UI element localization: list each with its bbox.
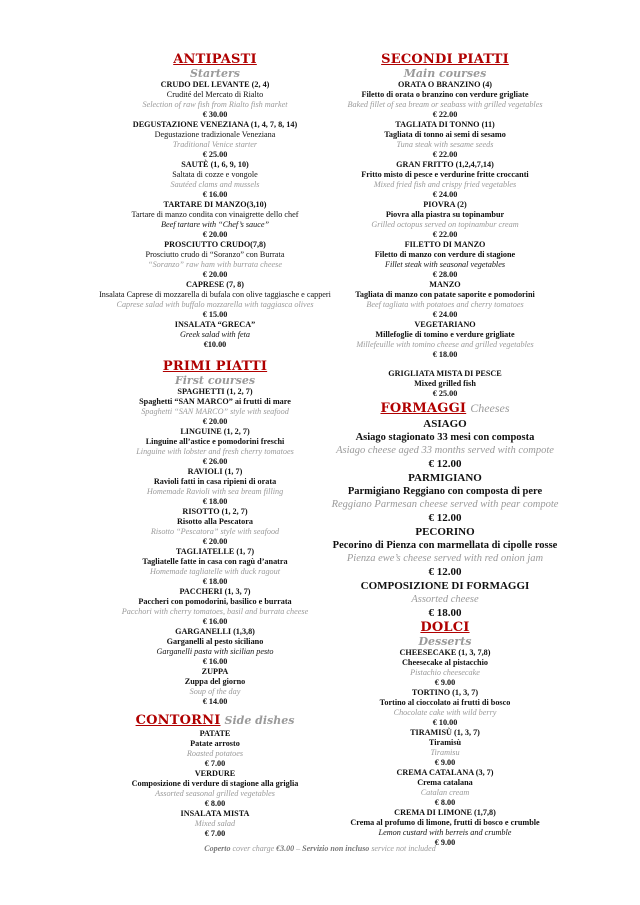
dolci-item-name: CHEESECAKE (1, 3, 7,8) (399, 648, 491, 657)
dolci-item-en: Pistachio cheesecake (410, 668, 480, 677)
secondi-item-name: VEGETARIANO (414, 320, 476, 329)
antipasti-list (80, 80, 350, 350)
antipasti-item-price: €10.00 (203, 340, 227, 349)
antipasti-item-en: “Soranzo” raw ham with burrata cheese (148, 260, 282, 269)
primi-title: PRIMI PIATTI (162, 359, 268, 374)
formaggi-item-price: € 12.00 (428, 512, 462, 524)
formaggi-item-name: PECORINO (415, 526, 475, 538)
dolci-item-en: Lemon custard with berreis and crumble (378, 828, 512, 837)
secondi-item-en: Tuna steak with sesame seeds (396, 140, 494, 149)
antipasti-item (80, 240, 350, 280)
dolci-item (320, 808, 570, 848)
secondi-item-price: € 28.00 (432, 270, 458, 279)
dolci-item-desc: Tortino al cioccolato ai frutti di bosco (379, 698, 511, 707)
contorni-item-en: Mixed salad (194, 819, 236, 828)
contorni-subtitle: Side dishes (224, 714, 295, 727)
formaggi-item (320, 471, 570, 525)
formaggi-item-name: COMPOSIZIONE DI FORMAGGI (360, 580, 530, 592)
antipasti-item-en: Sautéed clams and mussels (170, 180, 260, 189)
primi-item (80, 387, 350, 427)
primi-item-price: € 16.00 (202, 617, 228, 626)
dolci-item-name: TIRAMISÙ (1, 3, 7) (410, 728, 480, 737)
secondi-item (320, 160, 570, 200)
secondi-item-name: PIOVRA (2) (423, 200, 467, 209)
primi-list (80, 387, 350, 707)
antipasti-item (80, 120, 350, 160)
antipasti-item (80, 200, 350, 240)
primi-item-desc: Risotto alla Pescatora (177, 517, 253, 526)
primi-item-en: Pacchori with cherry tomatoes, basil and burrata cheese (121, 607, 309, 616)
secondi-item-desc: Tagliata di tonno ai semi di sesamo (384, 130, 506, 139)
antipasti-item-name: DEGUSTAZIONE VENEZIANA (1, 4, 7, 8, 14) (132, 120, 298, 129)
dolci-item-desc: Tiramisù (428, 738, 462, 747)
antipasti-item-en: Caprese salad with buffalo mozzarella with taggiasca olives (116, 300, 314, 309)
footer-note (0, 844, 640, 853)
dolci-item-desc: Cheesecake al pistacchio (402, 658, 488, 667)
antipasti-item-desc: Insalata Caprese di mozzarella di bufala con olive taggiasche e capperi (99, 290, 331, 299)
primi-item (80, 667, 350, 707)
dolci-item-en: Catalan cream (420, 788, 470, 797)
footer-not-included: service not included (369, 844, 436, 853)
footer-price: €3.00 (276, 844, 295, 853)
formaggi-item (320, 417, 570, 471)
antipasti-item (80, 160, 350, 200)
secondi-item-price: € 24.00 (432, 310, 458, 319)
contorni-item-price: € 7.00 (204, 759, 226, 768)
dolci-item-price: € 9.00 (434, 758, 456, 767)
secondi-item-name: ORATA O BRANZINO (4) (397, 80, 493, 89)
contorni-item-en: Roasted potatoes (186, 749, 244, 758)
antipasti-item (80, 80, 350, 120)
contorni-item (80, 809, 350, 839)
primi-item-en: Garganelli pasta with sicilian pesto (156, 647, 274, 656)
primi-subtitle: First courses (174, 374, 256, 387)
dolci-title: DOLCI (420, 620, 470, 635)
formaggi-list (320, 417, 570, 620)
primi-item-name: LINGUINE (1, 2, 7) (180, 427, 250, 436)
right-column (320, 52, 570, 848)
secondi-item-desc: Millefoglie di tomino e verdure grigliate (375, 330, 515, 339)
secondi-item-en: Fillet steak with seasonal vegetables (384, 260, 506, 269)
antipasti-item-price: € 20.00 (202, 270, 228, 279)
secondi-item-en: Grilled octopus served on topinambur cream (371, 220, 519, 229)
secondi-item-name: MANZO (429, 280, 461, 289)
dolci-item-price: € 9.00 (434, 838, 456, 847)
dolci-item-name: CREMA CATALANA (3, 7) (396, 768, 494, 777)
left-column (80, 52, 350, 839)
primi-item-name: SPAGHETTI (1, 2, 7) (177, 387, 253, 396)
antipasti-item-desc: Prosciutto crudo di “Soranzo” con Burrata (145, 250, 285, 259)
footer-coperto: Coperto (204, 844, 231, 853)
antipasti-item-price: € 30.00 (202, 110, 228, 119)
dolci-item-name: CREMA DI LIMONE (1,7,8) (394, 808, 496, 817)
primi-item-desc: Garganelli al pesto siciliano (166, 637, 264, 646)
formaggi-item-desc: Asiago stagionato 33 mesi con composta (355, 432, 535, 443)
secondi-item (320, 120, 570, 160)
formaggi-item-en: Assorted cheese (411, 594, 479, 605)
contorni-item-price: € 7.00 (204, 829, 226, 838)
primi-item-name: TAGLIATELLE (1, 7) (175, 547, 255, 556)
primi-item-desc: Tagliatelle fatte in casa con ragù d’anatra (142, 557, 288, 566)
secondi-item-en: Baked fillet of sea bream or seabass with grilled vegetables (347, 100, 543, 109)
formaggi-subtitle: Cheeses (470, 401, 510, 415)
formaggi-item-price: € 12.00 (428, 458, 462, 470)
primi-item (80, 507, 350, 547)
secondi-item (320, 200, 570, 240)
antipasti-item (80, 280, 350, 320)
primi-item (80, 547, 350, 587)
primi-item-en: Homemade Ravioli with sea bream filling (146, 487, 284, 496)
contorni-heading (80, 711, 350, 729)
contorni-item-price: € 8.00 (204, 799, 226, 808)
antipasti-item-price: € 16.00 (202, 190, 228, 199)
secondi-item (320, 280, 570, 320)
antipasti-item-en: Traditional Venice starter (172, 140, 258, 149)
secondi-item-desc: Filetto di orata o branzino con verdure grigliate (361, 90, 529, 99)
secondi-item-price: € 22.00 (432, 110, 458, 119)
secondi-item-price: € 22.00 (432, 230, 458, 239)
primi-item-price: € 18.00 (202, 497, 228, 506)
primi-item-price: € 16.00 (202, 657, 228, 666)
antipasti-item-name: INSALATA “GRECA” (174, 320, 256, 329)
primi-item (80, 587, 350, 627)
primi-item-name: GARGANELLI (1,3,8) (175, 627, 255, 636)
primi-item-desc: Zuppa del giorno (184, 677, 246, 686)
secondi-item (320, 320, 570, 360)
secondi-list (320, 80, 570, 360)
dolci-subtitle: Desserts (418, 635, 472, 648)
grigliata-desc: Mixed grilled fish (414, 379, 476, 388)
formaggi-item-name: ASIAGO (423, 418, 467, 430)
dolci-item (320, 648, 570, 688)
formaggi-item (320, 579, 570, 620)
formaggi-item-en: Pienza ewe’s cheese served with red onion jam (346, 553, 544, 564)
contorni-title: CONTORNI (135, 713, 221, 728)
dolci-item-price: € 8.00 (434, 798, 456, 807)
primi-item-price: € 20.00 (202, 417, 228, 426)
antipasti-item-name: CRUDO DEL LEVANTE (2, 4) (160, 80, 270, 89)
primi-item-name: PACCHERI (1, 3, 7) (179, 587, 251, 596)
secondi-item-desc: Piovra alla piastra su topinambur (385, 210, 505, 219)
antipasti-item-en: Selection of raw fish from Rialto fish market (142, 100, 288, 109)
contorni-item-name: PATATE (199, 729, 231, 738)
primi-item-en: Spaghetti “SAN MARCO” style with seafood (141, 407, 289, 416)
primi-item-desc: Linguine all’astice e pomodorini freschi (145, 437, 285, 446)
primi-item (80, 427, 350, 467)
footer-dash: – (294, 844, 303, 853)
antipasti-item-en: Greek salad with feta (180, 330, 250, 339)
secondi-item-price: € 22.00 (432, 150, 458, 159)
antipasti-item-name: TARTARE DI MANZO(3,10) (163, 200, 267, 209)
primi-item-desc: Spaghetti “SAN MARCO” ai frutti di mare (139, 397, 291, 406)
antipasti-item-name: SAUTÈ (1, 6, 9, 10) (181, 160, 249, 169)
secondi-item-name: FILETTO DI MANZO (404, 240, 486, 249)
antipasti-title: ANTIPASTI (173, 52, 257, 67)
antipasti-item-desc: Degustazione tradizionale Veneziana (154, 130, 276, 139)
contorni-item (80, 769, 350, 809)
contorni-list (80, 729, 350, 839)
antipasti-item-desc: Saltata di cozze e vongole (172, 170, 258, 179)
formaggi-item-price: € 18.00 (428, 607, 462, 619)
formaggi-heading (320, 399, 570, 417)
formaggi-title: FORMAGGI (380, 401, 467, 416)
contorni-item-desc: Composizione di verdure di stagione alla griglia (131, 779, 299, 788)
grigliata-name: GRIGLIATA MISTA DI PESCE (388, 369, 502, 378)
secondi-item-price: € 18.00 (432, 350, 458, 359)
antipasti-item (80, 320, 350, 350)
formaggi-item-desc: Pecorino di Pienza con marmellata di cipolle rosse (332, 540, 558, 551)
primi-item-name: ZUPPA (201, 667, 229, 676)
secondi-item-desc: Tagliata di manzo con patate saporite e pomodorini (355, 290, 535, 299)
grigliata-item (320, 369, 570, 399)
primi-item-price: € 26.00 (202, 457, 228, 466)
primi-item-desc: Ravioli fatti in casa ripieni di orata (153, 477, 277, 486)
contorni-item-name: VERDURE (194, 769, 236, 778)
primi-item-price: € 14.00 (202, 697, 228, 706)
formaggi-item-desc: Parmigiano Reggiano con composta di pere (347, 486, 543, 497)
antipasti-item-desc: Crudité del Mercato di Rialto (166, 90, 264, 99)
secondi-item-en: Beef tagliata with potatoes and cherry tomatoes (366, 300, 524, 309)
primi-item-price: € 20.00 (202, 537, 228, 546)
dolci-list (320, 648, 570, 848)
dolci-item-price: € 10.00 (432, 718, 458, 727)
dolci-item (320, 728, 570, 768)
contorni-item-en: Assorted seasonal grilled vegetables (155, 789, 275, 798)
dolci-item-en: Chocolate cake with wild berry (393, 708, 497, 717)
dolci-item (320, 688, 570, 728)
dolci-item-price: € 9.00 (434, 678, 456, 687)
footer-cover: cover charge (230, 844, 277, 853)
footer-servizio: Servizio non incluso (302, 844, 370, 853)
secondi-title: SECONDI PIATTI (381, 52, 509, 67)
formaggi-item-name: PARMIGIANO (408, 472, 482, 484)
dolci-item (320, 768, 570, 808)
primi-item-en: Soup of the day (189, 687, 241, 696)
primi-item-name: RAVIOLI (1, 7) (187, 467, 243, 476)
formaggi-item-price: € 12.00 (428, 566, 462, 578)
contorni-item-name: INSALATA MISTA (180, 809, 250, 818)
antipasti-subtitle: Starters (189, 67, 240, 80)
dolci-item-desc: Crema al profumo di limone, frutti di bosco e crumble (350, 818, 540, 827)
secondi-item-desc: Filetto di manzo con verdure di stagione (374, 250, 516, 259)
primi-item-name: RISOTTO (1, 2, 7) (182, 507, 248, 516)
secondi-item-price: € 24.00 (432, 190, 458, 199)
primi-item-en: Linguine with lobster and fresh cherry tomatoes (136, 447, 294, 456)
contorni-item-desc: Patate arrosto (190, 739, 240, 748)
dolci-item-name: TORTINO (1, 3, 7) (411, 688, 479, 697)
formaggi-item-en: Asiago cheese aged 33 months served with compote (336, 445, 554, 456)
antipasti-item-price: € 25.00 (202, 150, 228, 159)
primi-item-desc: Paccheri con pomodorini, basilico e burrata (138, 597, 292, 606)
primi-item (80, 627, 350, 667)
dolci-item-desc: Crema catalana (417, 778, 473, 787)
antipasti-item-name: CAPRESE (7, 8) (186, 280, 244, 289)
primi-item-en: Risotto “Pescatora” style with seafood (150, 527, 280, 536)
secondi-subtitle: Main courses (403, 67, 487, 80)
dolci-item-en: Tiramisu (430, 748, 460, 757)
primi-item-price: € 18.00 (202, 577, 228, 586)
formaggi-item-en: Reggiano Parmesan cheese served with pear compote (331, 499, 559, 510)
grigliata-price: € 25.00 (432, 389, 458, 398)
secondi-item-name: TAGLIATA DI TONNO (11) (395, 120, 495, 129)
antipasti-item-en: Beef tartare with “Chef’s sauce” (160, 220, 270, 229)
secondi-item-desc: Fritto misto di pesce e verdurine fritte croccanti (361, 170, 529, 179)
primi-item-en: Homemade tagliatelle with duck ragout (149, 567, 281, 576)
secondi-item (320, 240, 570, 280)
formaggi-item (320, 525, 570, 579)
antipasti-item-price: € 15.00 (202, 310, 228, 319)
secondi-item (320, 80, 570, 120)
secondi-item-en: Mixed fried fish and crispy fried vegetables (373, 180, 517, 189)
contorni-item (80, 729, 350, 769)
primi-item (80, 467, 350, 507)
secondi-item-name: GRAN FRITTO (1,2,4,7,14) (396, 160, 494, 169)
antipasti-item-name: PROSCIUTTO CRUDO(7,8) (164, 240, 266, 249)
antipasti-item-desc: Tartare di manzo condita con vinaigrette dello chef (131, 210, 299, 219)
secondi-item-en: Millefeuille with tomino cheese and grilled vegetables (356, 340, 534, 349)
antipasti-item-price: € 20.00 (202, 230, 228, 239)
